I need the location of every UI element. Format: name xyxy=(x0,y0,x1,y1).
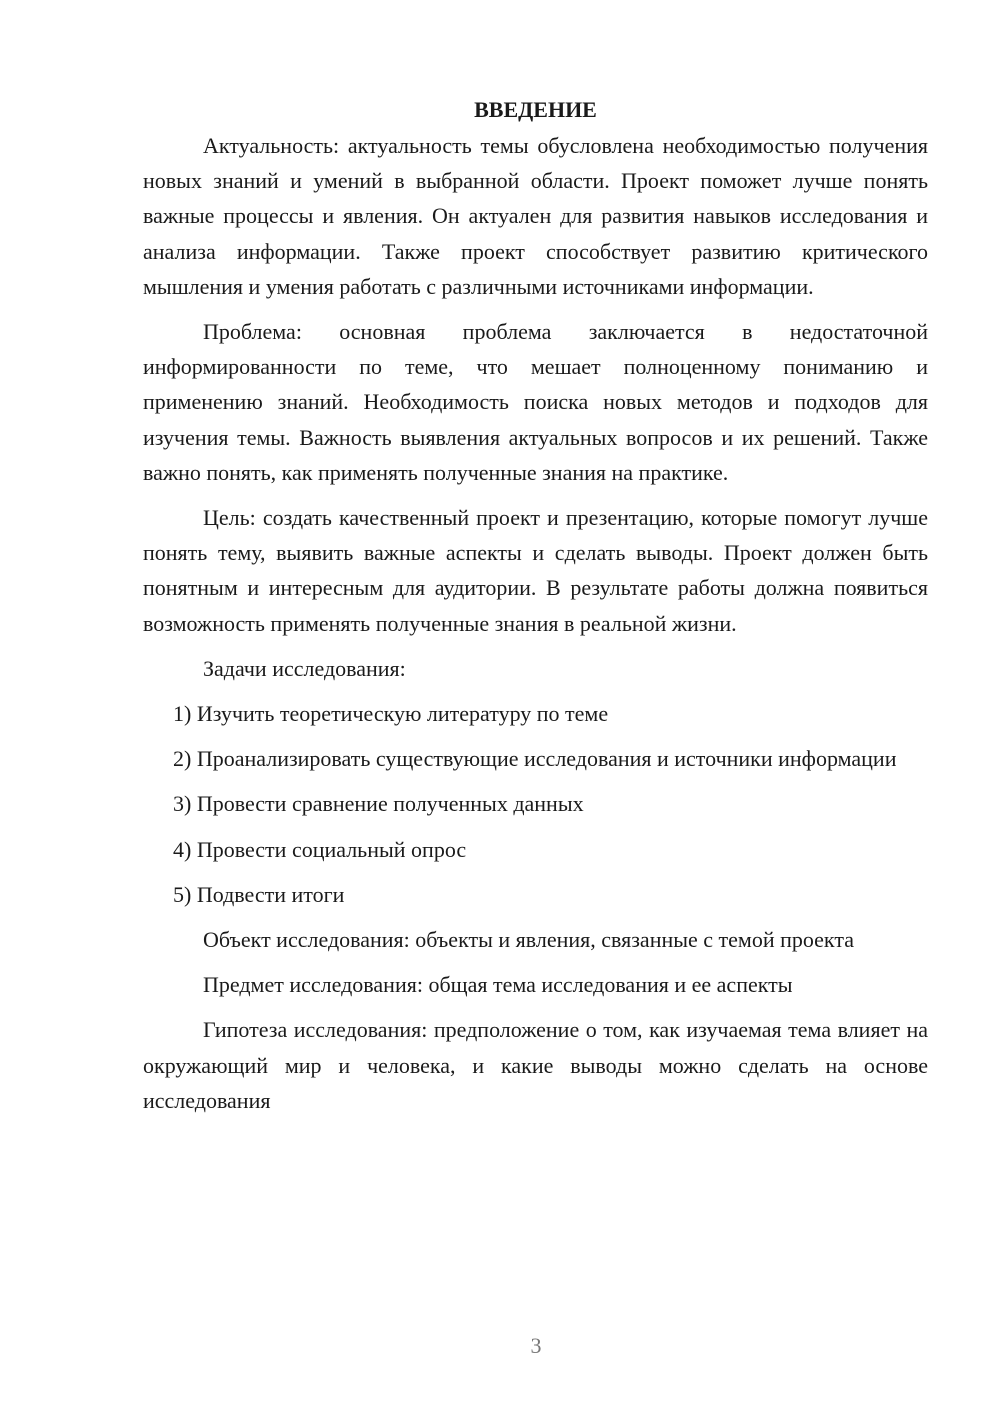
tasks-heading: Задачи исследования: xyxy=(203,655,406,681)
paragraph-subject: Предмет исследования: общая тема исследования и ее аспекты xyxy=(203,972,793,998)
list-item: 4) Провести социальный опрос xyxy=(173,836,467,862)
paragraph-object: Объект исследования: объекты и явления, связанные с темой проекта xyxy=(203,927,854,953)
section-title: ВВЕДЕНИЕ xyxy=(474,97,597,122)
document-page xyxy=(143,92,928,1128)
list-item: 5) Подвести итоги xyxy=(173,881,345,907)
tasks-list xyxy=(143,696,928,912)
paragraph-hypothesis: Гипотеза исследования: предположение о том, как изучаемая тема влияет на окружающий мир и человека, и какие выводы можно сделать на основе исследования xyxy=(143,1017,928,1113)
paragraph-problem: Проблема: основная проблема заключается в недостаточной информированности по теме, что мешает полноценному пониманию и применению знаний. Необходимость поиска новых методов и подходов для изучения темы. Важность выявления актуальных вопросов и их решений. Также важно понять, как применять полученные знания на практике. xyxy=(143,319,928,485)
list-item: 3) Провести сравнение полученных данных xyxy=(173,791,584,817)
paragraph-goal: Цель: создать качественный проект и презентацию, которые помогут лучше понять тему, выявить важные аспекты и сделать выводы. Проект должен быть понятным и интересным для аудитории. В результате работы должна появиться возможность применять полученные знания в реальной жизни. xyxy=(143,505,928,636)
paragraph-relevance: Актуальность: актуальность темы обусловлена необходимостью получения новых знаний и умений в выбранной области. Проект поможет лучше понять важные процессы и явления. Он актуален для развития навыков исследования и анализа информации. Также проект способствует развитию критического мышления и умения работать с различными источниками информации. xyxy=(143,133,928,299)
list-item: 1) Изучить теоретическую литературу по теме xyxy=(173,701,609,727)
list-item: 2) Проанализировать существующие исследования и источники информации xyxy=(173,746,897,772)
page-number: 3 xyxy=(530,1333,542,1358)
